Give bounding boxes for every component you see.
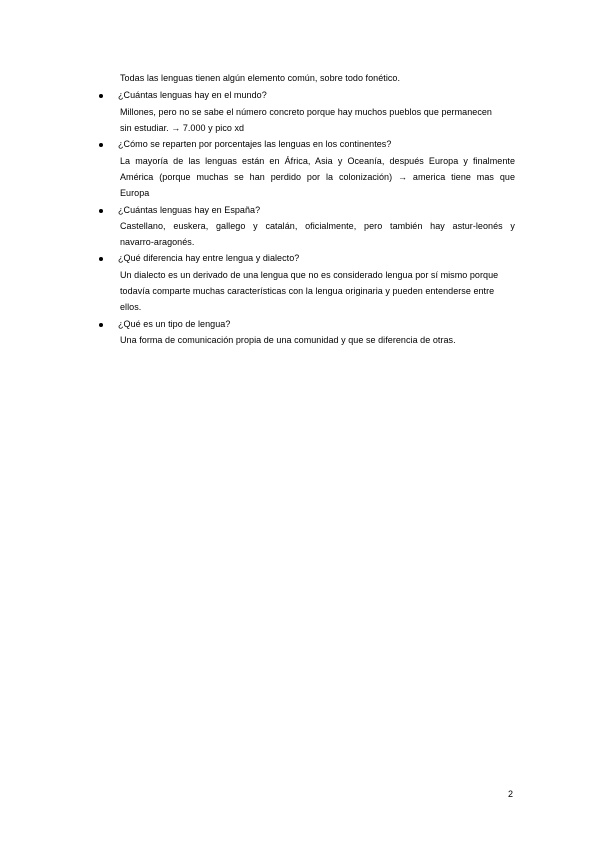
answer-2-line-3: Europa: [120, 188, 150, 198]
answer-4-line-2: todavía comparte muchas características con la lengua originaria y pueden entenderse entre: [120, 286, 495, 296]
answer-4-line-3: ellos.: [120, 302, 142, 312]
question-1: ¿Cuántas lenguas hay en el mundo?: [118, 90, 267, 100]
question-4: ¿Qué diferencia hay entre lengua y dialecto?: [118, 253, 300, 263]
intro-line: Todas las lenguas tienen algún elemento común, sobre todo fonético.: [120, 73, 401, 83]
question-5: ¿Qué es un tipo de lengua?: [118, 319, 231, 329]
answer-2-line-2: América (porque muchas se han perdido por la colonización) → america tiene mas que: [120, 172, 515, 182]
bullet-icon: [99, 257, 103, 261]
bullet-icon: [99, 143, 103, 147]
answer-3-line-1: Castellano, euskera, gallego y catalán, oficialmente, pero también hay astur-leonés y: [120, 221, 515, 231]
bullet-icon: [99, 94, 103, 98]
bullet-icon: [99, 209, 103, 213]
answer-1-line-2: sin estudiar. → 7.000 y pico xd: [120, 123, 245, 133]
answer-1-line-1: Millones, pero no se sabe el número concreto porque hay muchos pueblos que permanecen: [120, 107, 492, 117]
answer-5-line-1: Una forma de comunicación propia de una comunidad y que se diferencia de otras.: [120, 335, 456, 345]
page-number: 2: [508, 789, 514, 799]
answer-2-line-1: La mayoría de las lenguas están en África, Asia y Oceanía, después Europa y finalmente: [120, 156, 515, 166]
answer-3-line-2: navarro-aragonés.: [120, 237, 195, 247]
bullet-icon: [99, 323, 103, 327]
answer-4-line-1: Un dialecto es un derivado de una lengua que no es considerado lengua por sí mismo porque: [120, 270, 499, 280]
question-3: ¿Cuántas lenguas hay en España?: [118, 205, 261, 215]
question-2: ¿Cómo se reparten por porcentajes las lenguas en los continentes?: [118, 139, 392, 149]
